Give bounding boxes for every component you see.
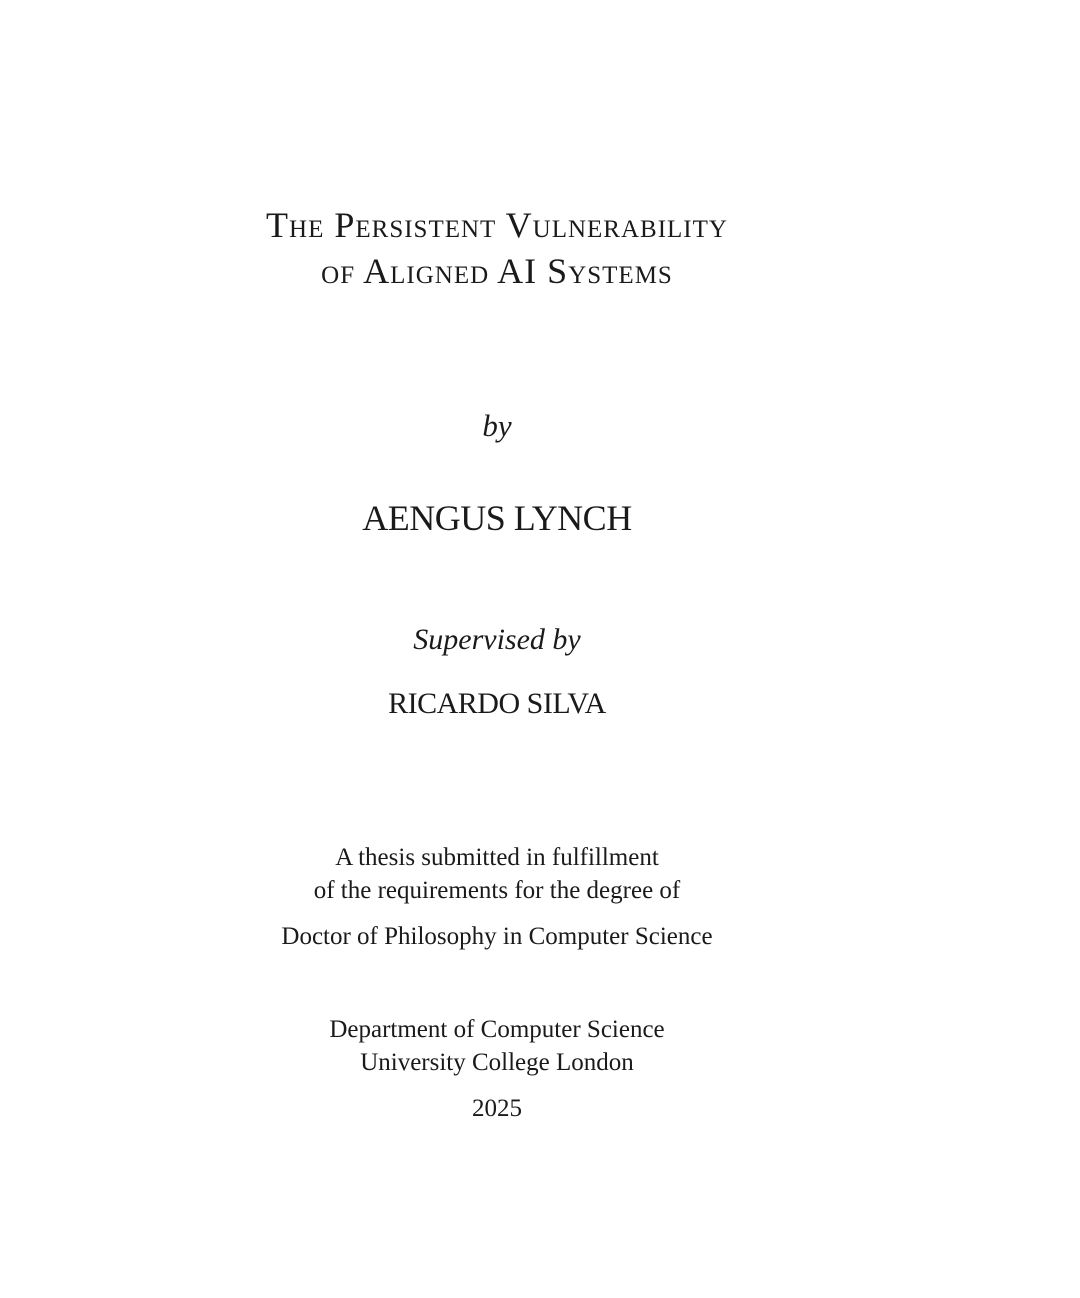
supervisor-name: RICARDO SILVA	[388, 687, 606, 720]
department-name: Department of Computer Science	[329, 1016, 665, 1043]
author-name: AENGUS LYNCH	[362, 498, 632, 538]
by-label: by	[482, 408, 512, 443]
submission-year: 2025	[472, 1095, 522, 1122]
supervised-by-label: Supervised by	[413, 623, 581, 656]
thesis-title-line-1: The Persistent Vulnerability	[266, 205, 728, 245]
thesis-statement-line-2: of the requirements for the degree of	[313, 877, 681, 904]
university-name: University College London	[360, 1049, 634, 1076]
thesis-title-line-2: of Aligned AI Systems	[321, 251, 673, 291]
thesis-statement-line-1: A thesis submitted in fulfillment	[335, 844, 659, 871]
degree-name: Doctor of Philosophy in Computer Science	[281, 923, 713, 950]
